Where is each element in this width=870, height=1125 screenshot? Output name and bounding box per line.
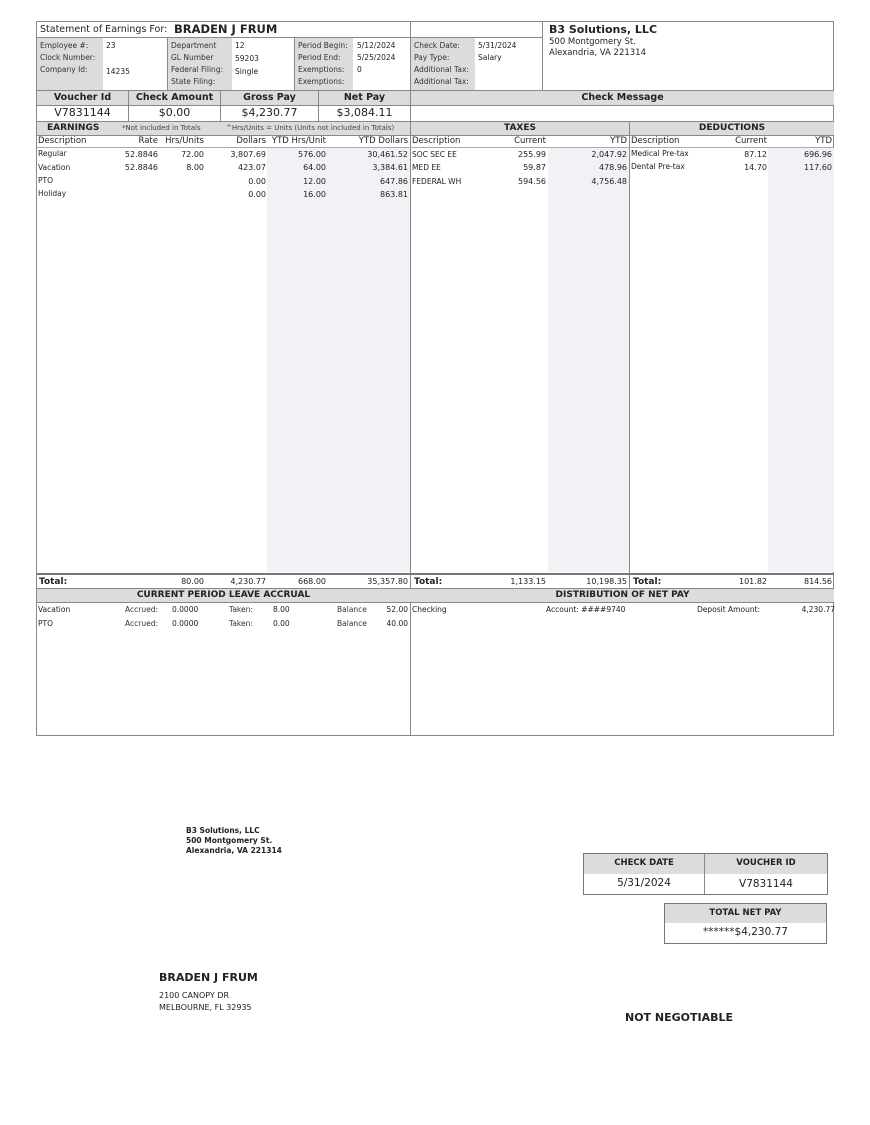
- earnings-total-label: Total:: [39, 577, 68, 587]
- net-pay: $3,084.11: [336, 106, 393, 119]
- leave-balance: 52.00: [386, 605, 408, 614]
- earnings-dollars: 0.00: [248, 190, 266, 199]
- distribution-title: DISTRIBUTION OF NET PAY: [555, 590, 690, 600]
- tax-description: MED EE: [412, 163, 441, 172]
- total-net-pay-header: TOTAL NET PAY: [709, 908, 782, 918]
- earnings-col-description: Description: [38, 136, 87, 146]
- gross-pay: $4,230.77: [241, 106, 298, 119]
- federal-filing: Single: [235, 67, 259, 76]
- earnings-description: PTO: [38, 176, 54, 185]
- earnings-title: EARNINGS: [47, 123, 100, 133]
- distribution-deposit: 4,230.77: [801, 605, 835, 614]
- check-amount: $0.00: [158, 106, 191, 119]
- department-label: Department: [171, 41, 217, 50]
- company-id-label: Company Id:: [40, 65, 88, 74]
- earnings-note1: *Not included in Totals: [122, 124, 201, 132]
- earnings-ytd-hrs: 576.00: [298, 150, 326, 159]
- pay-type-label: Pay Type:: [414, 53, 450, 62]
- voucher-id-header: VOUCHER ID: [736, 858, 796, 868]
- employee-number: 23: [106, 41, 116, 50]
- pay-type: Salary: [478, 53, 502, 62]
- earnings-description: Vacation: [38, 163, 71, 172]
- total-net-pay-value: ******$4,230.77: [703, 926, 788, 938]
- company-address1: 500 Montgomery St.: [549, 37, 636, 47]
- earnings-col-ytd-hrs: YTD Hrs/Unit: [271, 136, 326, 146]
- leave-taken: 0.00: [273, 619, 290, 628]
- leave-taken-label: Taken:: [229, 619, 253, 628]
- taxes-col-ytd: YTD: [610, 136, 627, 146]
- taxes-total-ytd: 10,198.35: [586, 577, 627, 586]
- statement-header: [37, 22, 410, 38]
- deductions-title: DEDUCTIONS: [698, 123, 766, 133]
- payee-name: BRADEN J FRUM: [159, 971, 258, 984]
- deduction-current: 14.70: [744, 163, 767, 172]
- earnings-ytd-hrs: 12.00: [303, 177, 326, 186]
- check-info-box: [583, 853, 828, 895]
- leave-accrued-label: Accrued:: [125, 605, 158, 614]
- department: 12: [235, 41, 245, 50]
- total-net-pay-box: [664, 903, 827, 944]
- earnings-col-hrs: Hrs/Units: [165, 136, 204, 146]
- company-name: B3 Solutions, LLC: [549, 23, 658, 36]
- employee-name: BRADEN J FRUM: [174, 22, 278, 36]
- deductions-total-current: 101.82: [739, 577, 767, 586]
- check-date: 5/31/2024: [478, 41, 517, 50]
- exemptions: 0: [357, 65, 362, 74]
- deductions-total-ytd: 814.56: [804, 577, 832, 586]
- earnings-ytd-shade: [267, 148, 410, 572]
- leave-accrued-label: Accrued:: [125, 619, 158, 628]
- taxes-col-current: Current: [514, 136, 546, 146]
- earnings-dollars: 423.07: [238, 163, 266, 172]
- earnings-ytd-hrs: 16.00: [303, 190, 326, 199]
- earnings-rate: 52.8846: [124, 150, 158, 159]
- exemptions-label: Exemptions:: [298, 65, 345, 74]
- earnings-col-ytd-dollars: YTD Dollars: [358, 136, 408, 146]
- distribution-account: Account: ####9740: [546, 605, 626, 614]
- earnings-description: Regular: [38, 149, 67, 158]
- not-negotiable-label: NOT NEGOTIABLE: [625, 1011, 734, 1024]
- period-end: 5/25/2024: [357, 53, 396, 62]
- earnings-total-ytd-dollars: 35,357.80: [367, 577, 408, 586]
- check-company-name: B3 Solutions, LLC: [186, 826, 260, 835]
- taxes-total-current: 1,133.15: [510, 577, 546, 586]
- additional-tax-label: Additional Tax:: [414, 65, 469, 74]
- taxes-col-description: Description: [412, 136, 461, 146]
- deductions-col-ytd: YTD: [815, 136, 832, 146]
- voucher-id-value: V7831144: [739, 878, 793, 890]
- leave-balance-label: Balance: [337, 605, 367, 614]
- leave-type: PTO: [38, 619, 54, 628]
- tax-current: 594.56: [518, 177, 546, 186]
- company-address2: Alexandria, VA 221314: [549, 48, 646, 58]
- leave-balance: 40.00: [386, 619, 408, 628]
- earnings-note2: ^Hrs/Units = Units (Units not included in Totals): [226, 124, 395, 132]
- distribution-deposit-label: Deposit Amount:: [697, 605, 761, 614]
- clock-number-label: Clock Number:: [40, 53, 96, 62]
- earnings-rate: 52.8846: [124, 163, 158, 172]
- tax-description: SOC SEC EE: [412, 150, 457, 159]
- earnings-ytd-dollars: 3,384.61: [372, 163, 408, 172]
- leave-title: CURRENT PERIOD LEAVE ACCRUAL: [136, 590, 311, 600]
- taxes-ytd-shade: [548, 148, 629, 572]
- additional-tax2-label: Additional Tax:: [414, 77, 469, 86]
- voucher-id: V7831144: [54, 106, 111, 119]
- deductions-ytd-shade: [768, 148, 834, 572]
- tax-description: FEDERAL WH: [412, 177, 462, 186]
- gl-number-label: GL Number: [171, 53, 214, 62]
- leave-accrued: 0.0000: [172, 605, 199, 614]
- deduction-description: Medical Pre-tax: [631, 149, 689, 158]
- deduction-current: 87.12: [744, 150, 767, 159]
- leave-accrued: 0.0000: [172, 619, 199, 628]
- earnings-ytd-dollars: 863.81: [380, 190, 408, 199]
- earnings-dollars: 3,807.69: [230, 150, 266, 159]
- period-begin: 5/12/2024: [357, 41, 396, 50]
- earnings-ytd-dollars: 30,461.52: [367, 150, 408, 159]
- check-date-value: 5/31/2024: [617, 877, 671, 889]
- distribution-type: Checking: [412, 605, 447, 614]
- tax-current: 59.87: [523, 163, 546, 172]
- deductions-total-label: Total:: [633, 577, 662, 587]
- earnings-col-dollars: Dollars: [236, 136, 266, 146]
- check-company-address1: 500 Montgomery St.: [186, 836, 273, 845]
- employee-number-label: Employee #:: [40, 41, 89, 50]
- deduction-description: Dental Pre-tax: [631, 162, 685, 171]
- earnings-hrs: 8.00: [186, 163, 204, 172]
- earnings-ytd-dollars: 647.86: [380, 177, 408, 186]
- period-end-label: Period End:: [298, 53, 341, 62]
- deduction-ytd: 117.60: [804, 163, 832, 172]
- check-amount-label: Check Amount: [135, 92, 214, 103]
- check-message-label: Check Message: [581, 92, 664, 103]
- earnings-col-rate: Rate: [138, 136, 158, 146]
- company-id: 14235: [106, 67, 130, 76]
- earnings-hrs: 72.00: [181, 150, 204, 159]
- deduction-ytd: 696.96: [804, 150, 832, 159]
- leave-balance-label: Balance: [337, 619, 367, 628]
- earnings-total-ytd-hrs: 668.00: [298, 577, 326, 586]
- earnings-ytd-hrs: 64.00: [303, 163, 326, 172]
- earnings-total-dollars: 4,230.77: [230, 577, 266, 586]
- payee-address1: 2100 CANOPY DR: [159, 991, 230, 1000]
- check-company-address2: Alexandria, VA 221314: [186, 846, 282, 855]
- state-filing-label: State Filing:: [171, 77, 216, 86]
- taxes-title: TAXES: [504, 123, 536, 133]
- tax-ytd: 4,756.48: [591, 177, 627, 186]
- tax-current: 255.99: [518, 150, 546, 159]
- federal-filing-label: Federal Filing:: [171, 65, 224, 74]
- earnings-dollars: 0.00: [248, 177, 266, 186]
- statement-label: Statement of Earnings For:: [40, 24, 168, 35]
- net-pay-label: Net Pay: [343, 92, 386, 103]
- tax-ytd: 2,047.92: [591, 150, 627, 159]
- exemptions2-label: Exemptions:: [298, 77, 345, 86]
- leave-taken-label: Taken:: [229, 605, 253, 614]
- period-begin-label: Period Begin:: [298, 41, 348, 50]
- leave-taken: 8.00: [273, 605, 290, 614]
- deductions-col-current: Current: [735, 136, 767, 146]
- taxes-total-label: Total:: [414, 577, 443, 587]
- payee-address2: MELBOURNE, FL 32935: [159, 1003, 252, 1012]
- gross-pay-label: Gross Pay: [243, 92, 296, 103]
- check-date-label: Check Date:: [414, 41, 460, 50]
- leave-type: Vacation: [38, 605, 71, 614]
- gl-number: 59203: [235, 54, 259, 63]
- earnings-total-hrs: 80.00: [181, 577, 204, 586]
- deductions-col-description: Description: [631, 136, 680, 146]
- tax-ytd: 478.96: [599, 163, 627, 172]
- voucher-id-label: Voucher Id: [53, 92, 112, 103]
- earnings-description: Holiday: [38, 189, 67, 198]
- check-date-header: CHECK DATE: [614, 858, 674, 868]
